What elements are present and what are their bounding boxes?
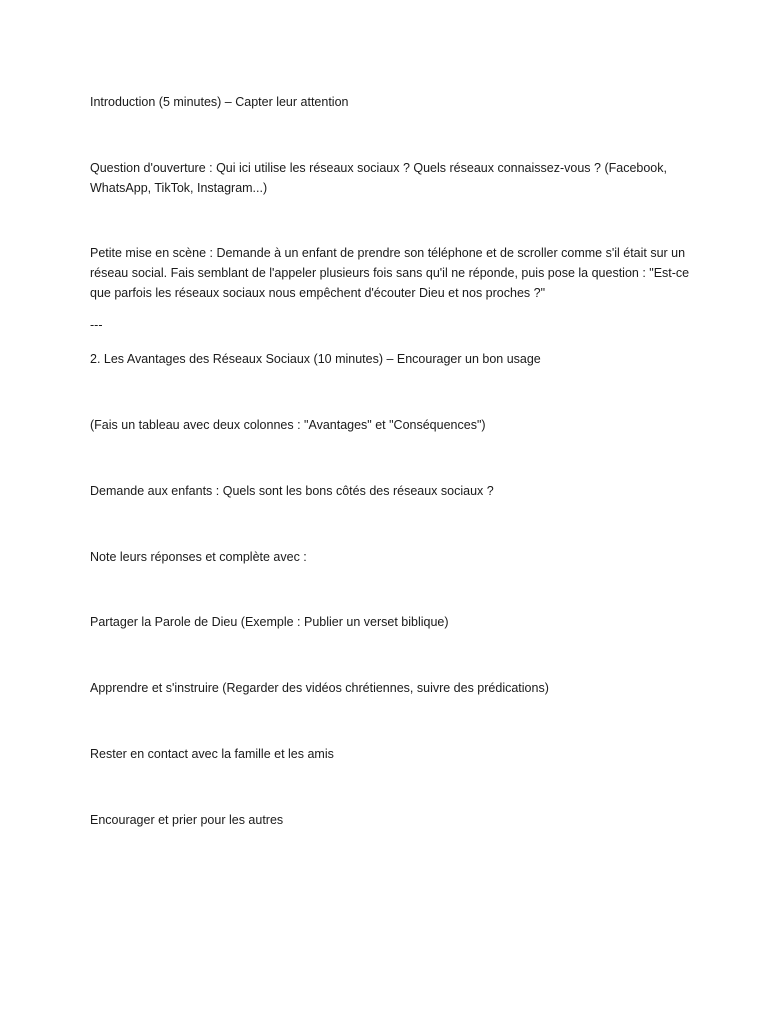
list-item: Encourager et prier pour les autres	[90, 813, 284, 827]
table-instruction-paragraph: (Fais un tableau avec deux colonnes : "Avantages" et "Conséquences")	[90, 418, 486, 432]
section-heading-introduction: Introduction (5 minutes) – Capter leur attention	[90, 95, 349, 109]
list-item: Apprendre et s'instruire (Regarder des vidéos chrétiennes, suivre des prédications)	[90, 681, 549, 695]
opening-question-paragraph: Question d'ouverture : Qui ici utilise les réseaux sociaux ? Quels réseaux connaissez-vous ? (Facebook, WhatsApp, TikTok, Instagram...)	[90, 161, 667, 195]
note-answers-paragraph: Note leurs réponses et complète avec :	[90, 550, 307, 564]
list-item: Rester en contact avec la famille et les amis	[90, 747, 334, 761]
role-play-paragraph: Petite mise en scène : Demande à un enfant de prendre son téléphone et de scroller comme s'il était sur un réseau social. Fais semblant de l'appeler plusieurs fois sans qu'il ne réponde, puis pose la question : "Est-ce que parfois les réseaux sociaux nous empêchent d'écouter Dieu et nos proches ?"	[90, 246, 690, 300]
children-question-paragraph: Demande aux enfants : Quels sont les bons côtés des réseaux sociaux ?	[90, 484, 494, 498]
list-item: Partager la Parole de Dieu (Exemple : Publier un verset biblique)	[90, 615, 449, 629]
separator-line: ---	[90, 318, 103, 332]
section-heading-advantages: 2. Les Avantages des Réseaux Sociaux (10 minutes) – Encourager un bon usage	[90, 352, 541, 366]
